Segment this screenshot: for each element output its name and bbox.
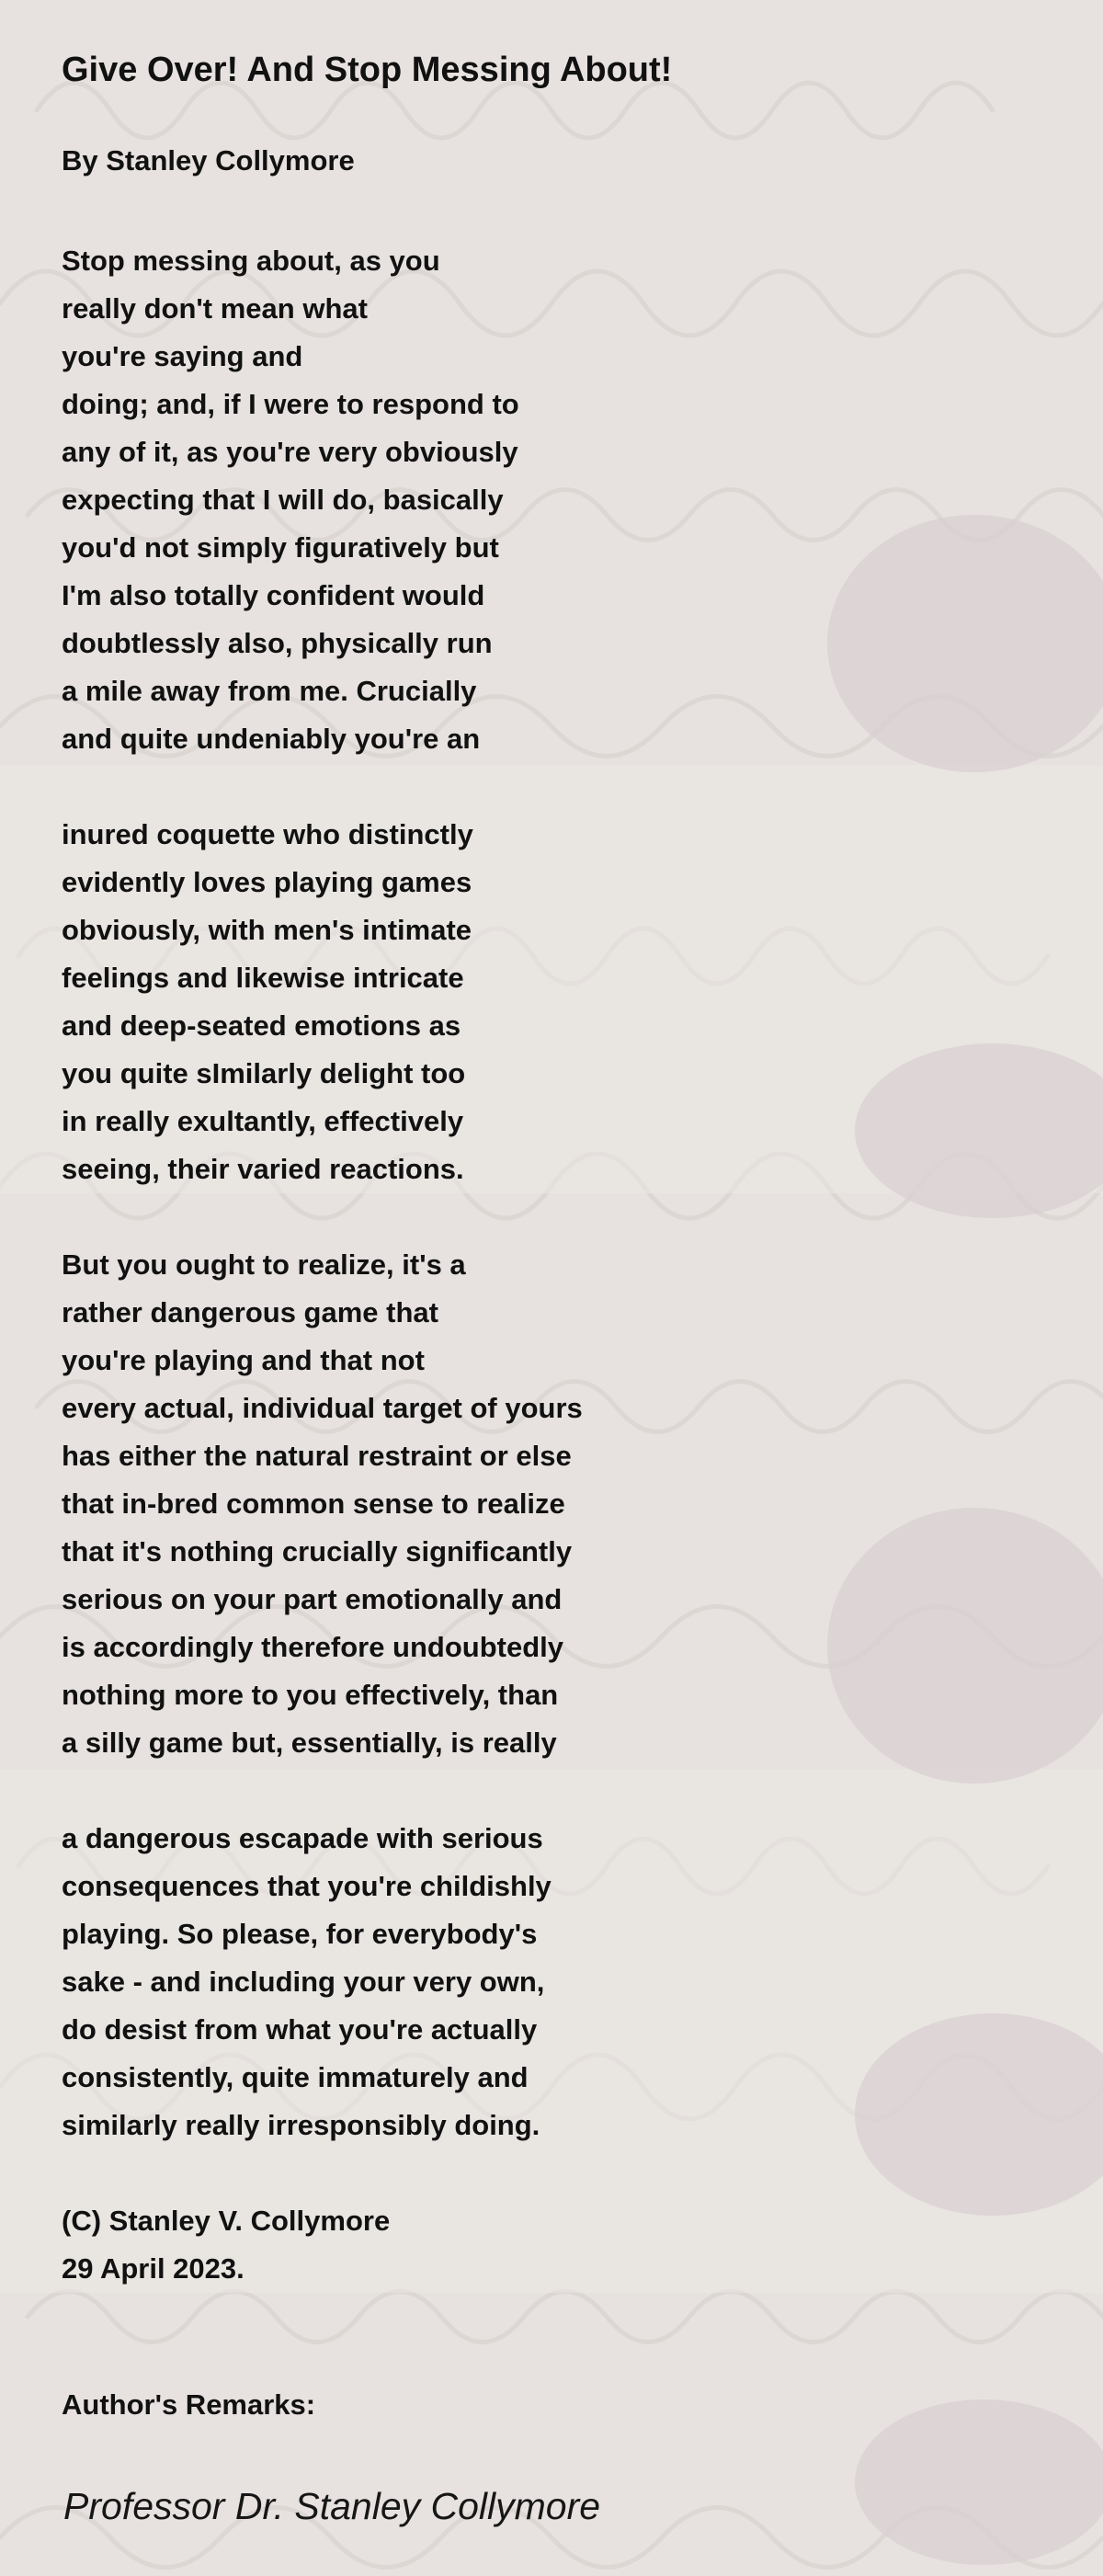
poem-byline: By Stanley Collymore <box>62 144 355 177</box>
poem-line: a dangerous escapade with serious <box>62 1822 543 1854</box>
copyright-line: (C) Stanley V. Collymore <box>62 2205 391 2237</box>
poem-line: I'm also totally confident would <box>62 579 485 611</box>
stanza-gap <box>62 763 583 811</box>
poem-line: a silly game but, essentially, is really <box>62 1727 557 1759</box>
poem-line: inured coquette who distinctly <box>62 818 473 850</box>
poem-line: expecting that I will do, basically <box>62 484 504 516</box>
poem-line: nothing more to you effectively, than <box>62 1679 559 1711</box>
authors-remarks-label: Author's Remarks: <box>62 2388 316 2421</box>
poem-line: seeing, their varied reactions. <box>62 1153 464 1185</box>
poem-line: obviously, with men's intimate <box>62 914 472 946</box>
poem-line: sake - and including your very own, <box>62 1966 545 1998</box>
poem-line: consistently, quite immaturely and <box>62 2061 529 2093</box>
poem-line: that it's nothing crucially significantly <box>62 1535 573 1567</box>
poem-line: But you ought to realize, it's a <box>62 1248 466 1281</box>
author-signature: Professor Dr. Stanley Collymore <box>63 2485 601 2527</box>
poem-line: and quite undeniably you're an <box>62 723 481 755</box>
poem-stanza-4 <box>62 1815 583 2149</box>
poem-line: every actual, individual target of yours <box>62 1392 583 1424</box>
poem-stanza-3 <box>62 1241 583 1767</box>
poem-line: that in-bred common sense to realize <box>62 1487 565 1520</box>
stanza-gap <box>62 1767 583 1815</box>
poem-line: doing; and, if I were to respond to <box>62 388 519 420</box>
poem-line: playing. So please, for everybody's <box>62 1918 538 1950</box>
poem-line: Stop messing about, as you <box>62 245 440 277</box>
poem-line: and deep-seated emotions as <box>62 1009 461 1042</box>
poem-line: feelings and likewise intricate <box>62 962 464 994</box>
stanza-gap <box>62 2149 583 2197</box>
poem-line: serious on your part emotionally and <box>62 1583 563 1615</box>
poem-stanza-2 <box>62 811 583 1193</box>
poem-line: any of it, as you're very obviously <box>62 436 518 468</box>
poem-line: doubtlessly also, physically run <box>62 627 493 659</box>
poem-body <box>62 237 583 2293</box>
poem-copyright <box>62 2197 583 2293</box>
stanza-gap <box>62 1193 583 1241</box>
poem-line: you quite sImilarly delight too <box>62 1057 466 1089</box>
poem-line: rather dangerous game that <box>62 1296 438 1328</box>
poem-line: consequences that you're childishly <box>62 1870 552 1902</box>
poem-line: evidently loves playing games <box>62 866 472 898</box>
date-line: 29 April 2023. <box>62 2252 244 2285</box>
poem-line: has either the natural restraint or else <box>62 1440 572 1472</box>
poem-line: in really exultantly, effectively <box>62 1105 464 1137</box>
poem-line: you're playing and that not <box>62 1344 425 1376</box>
poem-line: do desist from what you're actually <box>62 2013 538 2046</box>
poem-line: a mile away from me. Crucially <box>62 675 477 707</box>
poem-line: is accordingly therefore undoubtedly <box>62 1631 564 1663</box>
poem-line: you'd not simply figuratively but <box>62 531 499 564</box>
poem-title: Give Over! And Stop Messing About! <box>62 51 673 89</box>
poem-line: similarly really irresponsibly doing. <box>62 2109 540 2141</box>
poem-stanza-1 <box>62 237 583 763</box>
poem-line: you're saying and <box>62 340 303 372</box>
poem-line: really don't mean what <box>62 292 368 325</box>
